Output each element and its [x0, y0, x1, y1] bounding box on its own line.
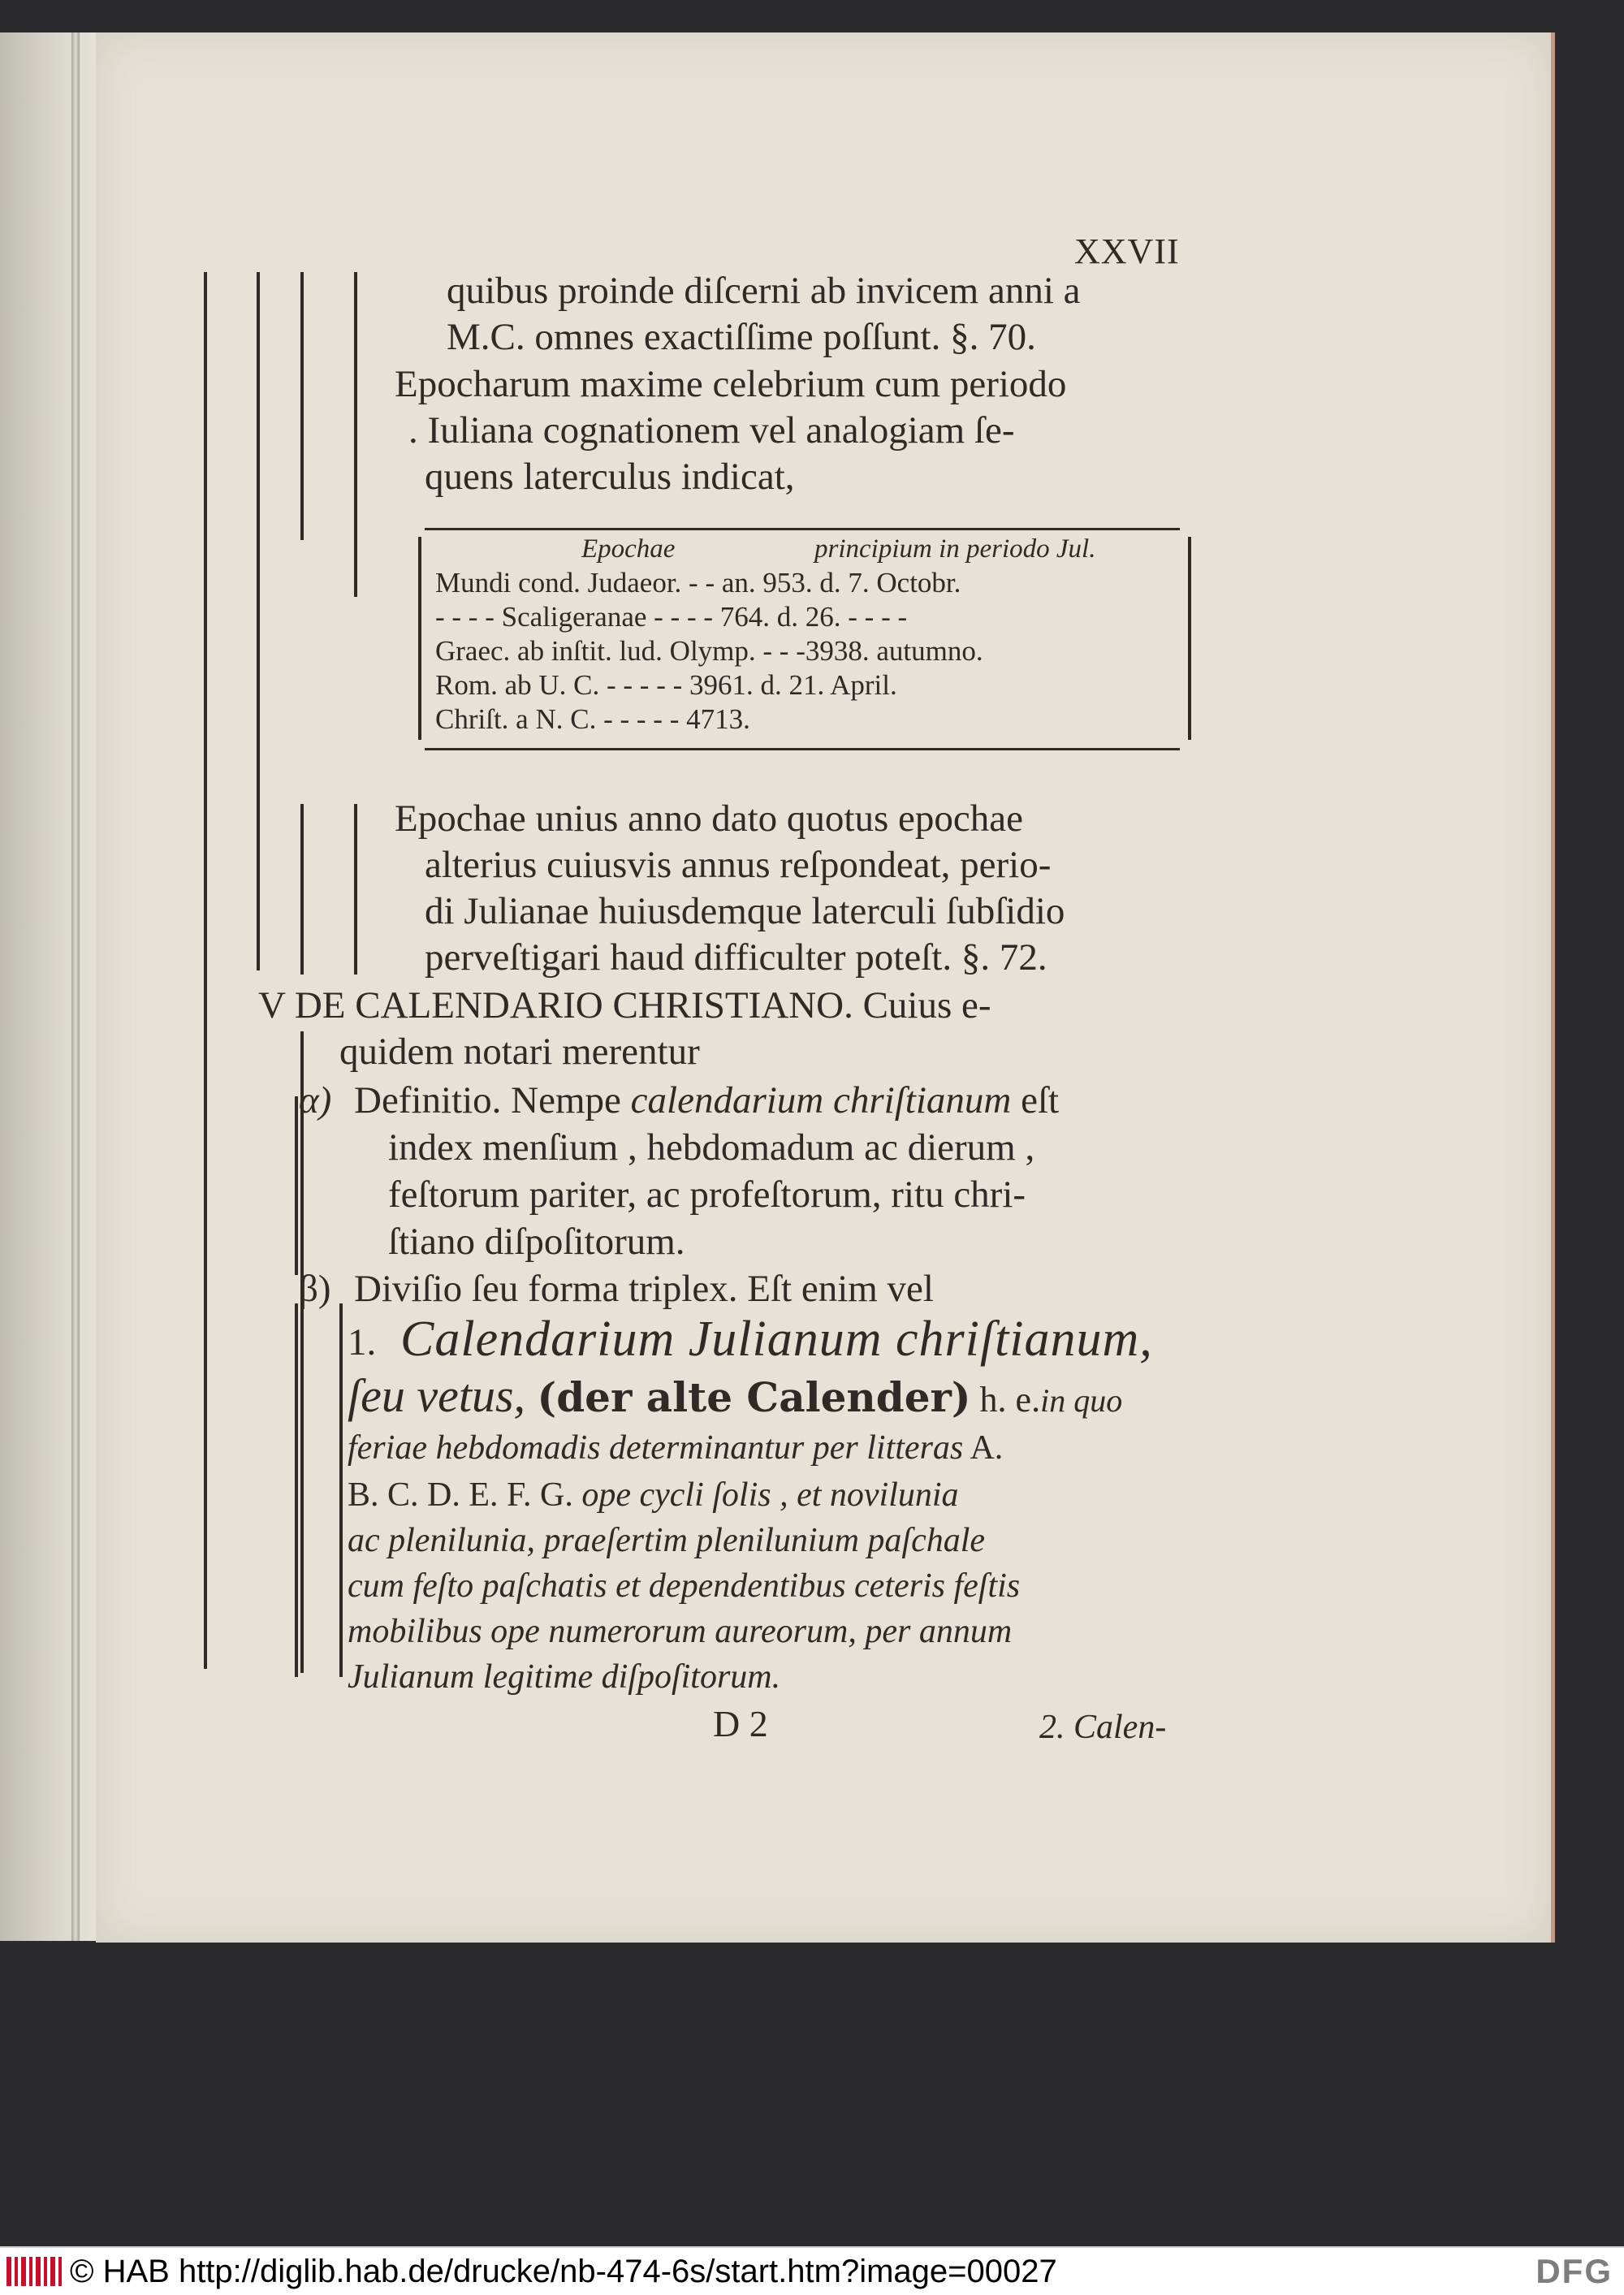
text-line: quibus proinde diſcerni ab invicem anni a	[447, 270, 1081, 312]
item-text: ope cycli ſolis , et novilunia	[572, 1476, 959, 1514]
copyright-link[interactable]: © HAB http://diglib.hab.de/drucke/nb-474-6s/start.htm?image=00027	[70, 2254, 1057, 2289]
in-quo: in quo	[1040, 1382, 1123, 1419]
text-line: perveſtigari haud difficulter poteſt. §. 72.	[425, 936, 1047, 979]
table-header-principium: principium in periodo Jul.	[814, 534, 1096, 564]
item-line: ac plenilunia, praeſertim plenilunium paſchale	[348, 1522, 986, 1559]
table-row: Mundi cond. Judaeor. - - an. 953. d. 7. Octobr.	[435, 567, 961, 599]
text-line: alterius cuiusvis annus reſpondeat, perio-	[425, 844, 1052, 886]
item-line: cum feſto paſchatis et dependentibus ceteris feſtis	[348, 1567, 1021, 1605]
item-line	[348, 1431, 1003, 1465]
item-text: A.	[963, 1429, 1004, 1467]
item-text: feriae hebdomadis determinantur per litteras	[348, 1429, 964, 1467]
table-row: Graec. ab inſtit. lud. Olymp. - - -3938. autumno.	[435, 635, 983, 667]
table-row: Rom. ab U. C. - - - - - 3961. d. 21. April.	[435, 669, 897, 701]
he: h. e.	[970, 1380, 1041, 1420]
text-line: Diviſio ſeu forma triplex. Eſt enim vel	[354, 1268, 934, 1310]
item-letters: B. C. D. E. F. G.	[348, 1476, 573, 1514]
german-gloss: (der alte Calender)	[537, 1373, 971, 1421]
item-line	[348, 1369, 1123, 1422]
page-fold-strip	[71, 32, 80, 1941]
item-line: mobilibus ope numerorum aureorum, per annum	[348, 1613, 1013, 1650]
text-line: Epocharum maxime celebrium cum periodo	[395, 363, 1067, 405]
text-line: Epochae unius anno dato quotus epochae	[395, 797, 1023, 840]
alpha-line	[354, 1079, 1060, 1122]
text-line: index menſium , hebdomadum ac dierum ,	[388, 1126, 1035, 1169]
alpha-term: calendarium chriſtianum	[630, 1079, 1012, 1122]
beta-marker: β)	[299, 1268, 331, 1310]
signature-mark: D 2	[713, 1703, 768, 1744]
dfg-logo: DFG	[1535, 2252, 1613, 2290]
seu-vetus: ſeu vetus,	[348, 1369, 526, 1422]
page-number: XXVII	[1074, 231, 1180, 271]
table-header-epochae: Epochae	[581, 534, 676, 564]
text-line: quens laterculus indicat,	[425, 456, 795, 498]
text-line: M.C. omnes exactiſſime poſſunt. §. 70.	[447, 316, 1036, 358]
item-number: 1.	[348, 1321, 377, 1364]
text-line: quidem notari merentur	[339, 1031, 700, 1073]
hab-barcode-logo-icon	[6, 2257, 65, 2286]
alpha-est: eſt	[1011, 1079, 1060, 1122]
table-row: - - - - Scaligeranae - - - - 764. d. 26. - - - -	[435, 601, 908, 633]
book-page	[96, 32, 1555, 1943]
alpha-definitio: Definitio. Nempe	[354, 1079, 631, 1122]
text-line: . Iuliana cognationem vel analogiam ſe-	[408, 409, 1015, 452]
table-row: Chriſt. a N. C. - - - - - 4713.	[435, 703, 750, 735]
text-line: di Julianae huiusdemque laterculi ſubſidio	[425, 890, 1065, 932]
item-title: Calendarium Julianum chriſtianum,	[400, 1312, 1153, 1367]
text-line: ſtiano diſpoſitorum.	[388, 1221, 685, 1263]
footer-bar	[0, 2246, 1624, 2295]
item-line: Julianum legitime diſpoſitorum.	[348, 1658, 781, 1696]
item-line	[348, 1478, 959, 1512]
previous-page-edge	[0, 32, 102, 1941]
catchword: 2. Calen-	[1039, 1709, 1167, 1746]
alpha-marker: α)	[299, 1079, 332, 1122]
text-line: feſtorum pariter, ac profeſtorum, ritu chri-	[388, 1173, 1026, 1216]
section-heading: V DE CALENDARIO CHRISTIANO. Cuius e-	[258, 984, 991, 1026]
